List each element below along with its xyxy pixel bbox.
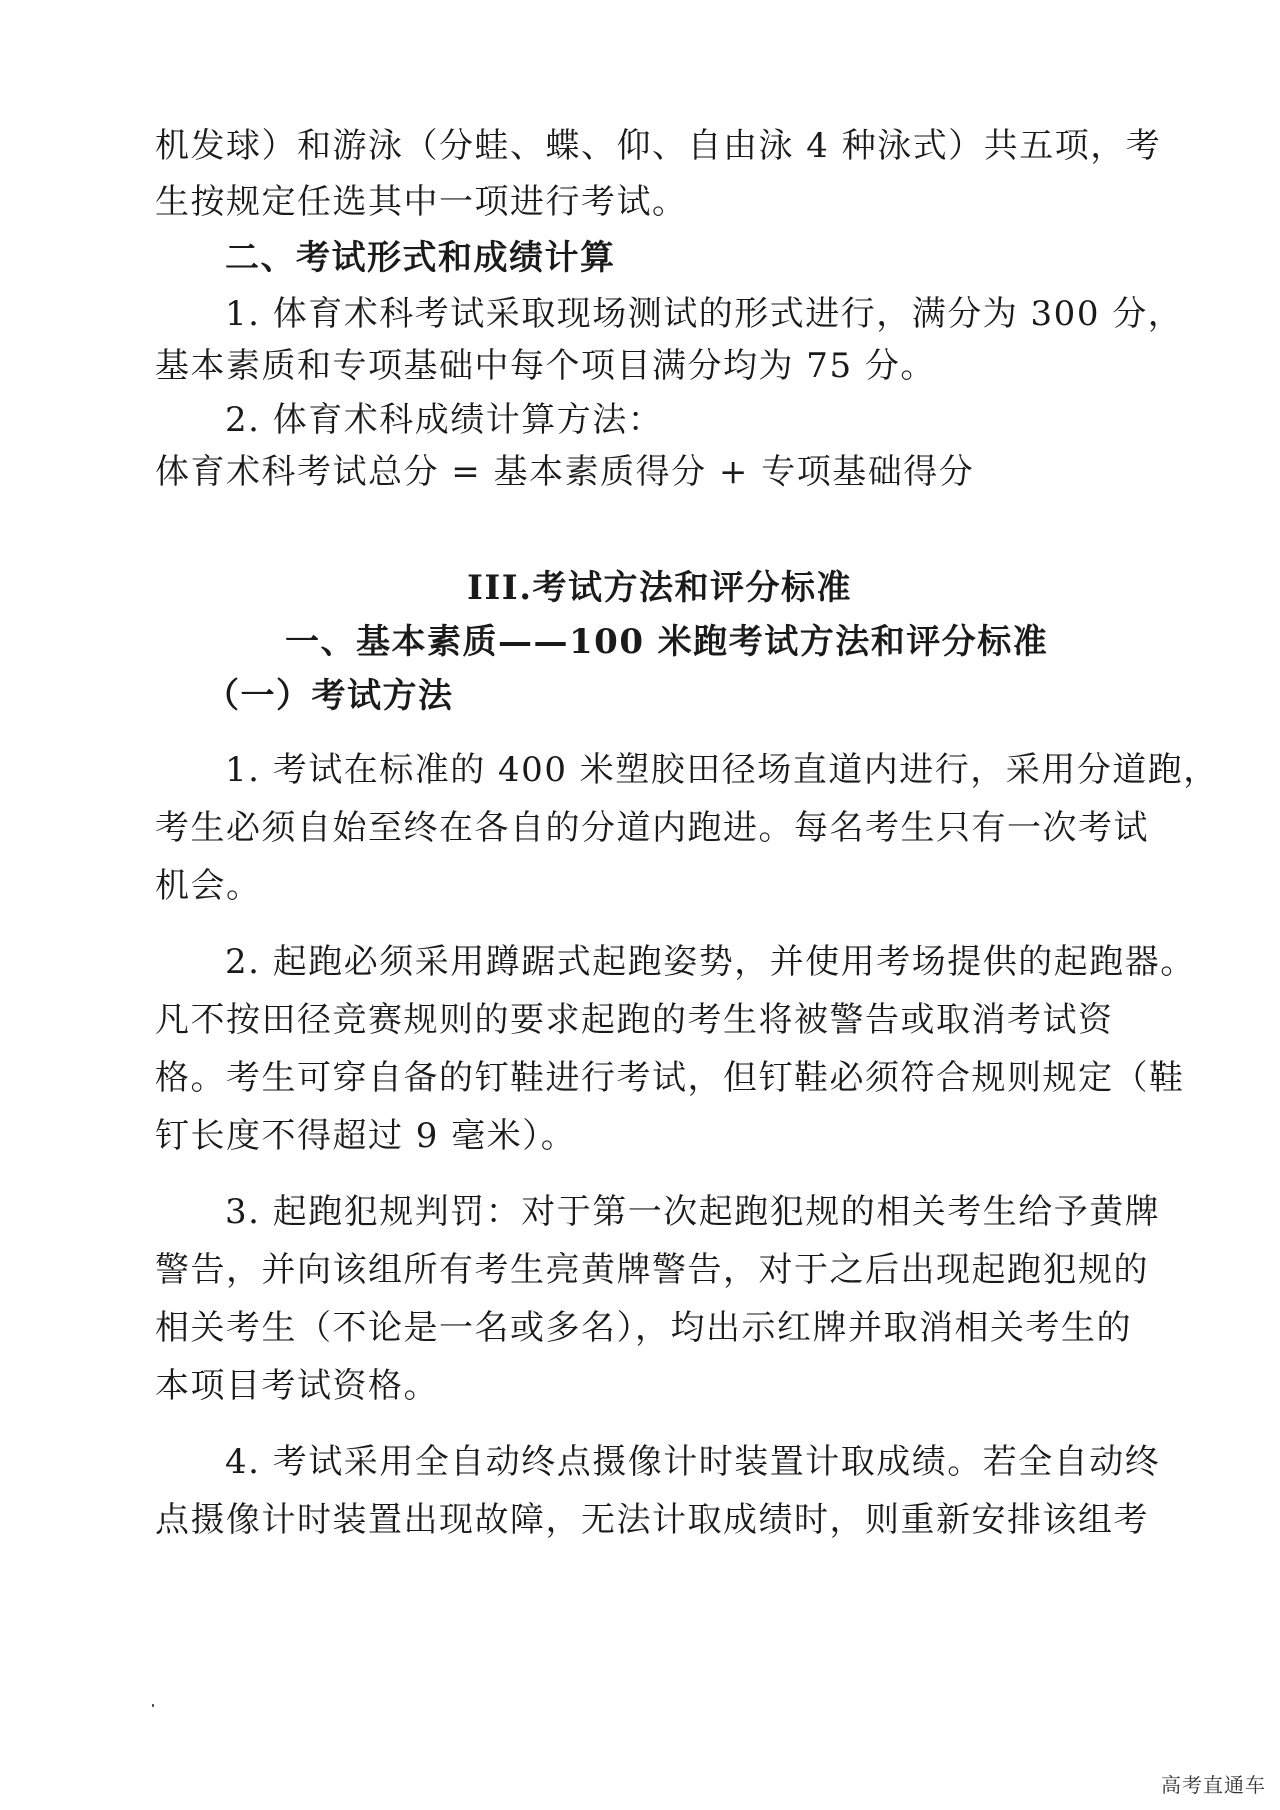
subsection-heading: （一）考试方法 bbox=[205, 676, 454, 716]
scan-speck bbox=[152, 1704, 154, 1707]
text-line-16: 格。考生可穿自备的钉鞋进行考试，但钉鞋必须符合规则规定（鞋 bbox=[155, 1058, 1185, 1098]
section-heading-basic: 一、基本素质——100 米跑考试方法和评分标准 bbox=[285, 622, 1049, 662]
text-line-20: 相关考生（不论是一名或多名），均出示红牌并取消相关考生的 bbox=[155, 1308, 1132, 1348]
watermark: 高考直通车 bbox=[1161, 1773, 1266, 1797]
text-line-14: 2. 起跑必须采用蹲踞式起跑姿势，并使用考场提供的起跑器。 bbox=[225, 942, 1196, 982]
text-line-6: 2. 体育术科成绩计算方法： bbox=[225, 400, 664, 440]
chapter-heading: III.考试方法和评分标准 bbox=[467, 568, 853, 608]
text-line-11: 1. 考试在标准的 400 米塑胶田径场直道内进行，采用分道跑， bbox=[225, 750, 1219, 790]
text-line-21: 本项目考试资格。 bbox=[155, 1366, 439, 1406]
text-line-15: 凡不按田径竞赛规则的要求起跑的考生将被警告或取消考试资 bbox=[155, 1000, 1114, 1040]
formula-line: 体育术科考试总分 = 基本素质得分 + 专项基础得分 bbox=[155, 452, 975, 492]
section-heading-2: 二、考试形式和成绩计算 bbox=[225, 238, 616, 278]
text-line-23: 点摄像计时装置出现故障，无法计取成绩时，则重新安排该组考 bbox=[155, 1500, 1149, 1540]
text-line-1: 机发球）和游泳（分蛙、蝶、仰、自由泳 4 种泳式）共五项，考 bbox=[155, 126, 1162, 166]
text-line-18: 3. 起跑犯规判罚：对于第一次起跑犯规的相关考生给予黄牌 bbox=[225, 1192, 1161, 1232]
text-line-19: 警告，并向该组所有考生亮黄牌警告，对于之后出现起跑犯规的 bbox=[155, 1250, 1149, 1290]
text-line-22: 4. 考试采用全自动终点摄像计时装置计取成绩。若全自动终 bbox=[225, 1442, 1161, 1482]
text-line-5: 基本素质和专项基础中每个项目满分均为 75 分。 bbox=[155, 346, 936, 386]
text-line-12: 考生必须自始至终在各自的分道内跑进。每名考生只有一次考试 bbox=[155, 808, 1149, 848]
text-line-4: 1. 体育术科考试采取现场测试的形式进行，满分为 300 分， bbox=[225, 294, 1184, 334]
text-line-2: 生按规定任选其中一项进行考试。 bbox=[155, 182, 688, 222]
text-line-17: 钉长度不得超过 9 毫米）。 bbox=[155, 1116, 577, 1156]
text-line-13: 机会。 bbox=[155, 866, 262, 906]
